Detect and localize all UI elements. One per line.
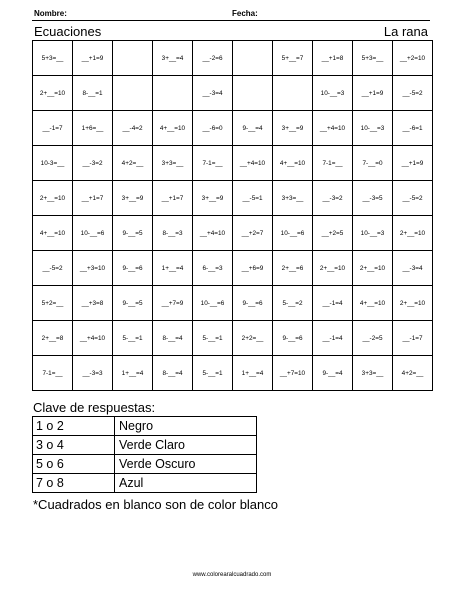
name-date-line bbox=[32, 7, 430, 21]
answer-key-row bbox=[33, 417, 257, 436]
grid-cell[interactable]: 8-__=4 bbox=[153, 356, 193, 391]
grid-cell[interactable]: 4+__=10 bbox=[353, 286, 393, 321]
answer-range: 5 o 6 bbox=[33, 455, 115, 474]
grid-cell[interactable] bbox=[233, 76, 273, 111]
answer-color: Verde Claro bbox=[115, 436, 257, 455]
grid-row bbox=[33, 41, 433, 76]
grid-cell[interactable]: 4+2=__ bbox=[393, 356, 433, 391]
grid-cell[interactable]: 6-__=3 bbox=[193, 251, 233, 286]
grid-cell[interactable]: 1+6=__ bbox=[73, 111, 113, 146]
grid-cell[interactable]: __+1=9 bbox=[353, 76, 393, 111]
grid-cell[interactable]: 5-__=1 bbox=[193, 321, 233, 356]
grid-cell[interactable] bbox=[233, 41, 273, 76]
grid-cell[interactable]: 9-__=5 bbox=[113, 216, 153, 251]
grid-cell[interactable] bbox=[113, 41, 153, 76]
grid-cell[interactable]: __+4=10 bbox=[233, 146, 273, 181]
grid-cell[interactable]: 3+3=__ bbox=[273, 181, 313, 216]
grid-cell[interactable]: __-3=5 bbox=[353, 181, 393, 216]
grid-cell[interactable]: 3+__=9 bbox=[113, 181, 153, 216]
grid-cell[interactable]: 3+__=9 bbox=[193, 181, 233, 216]
grid-cell[interactable]: 5-__=1 bbox=[193, 356, 233, 391]
grid-cell[interactable]: __-5=2 bbox=[393, 181, 433, 216]
grid-row bbox=[33, 146, 433, 181]
grid-cell[interactable]: 4+2=__ bbox=[113, 146, 153, 181]
grid-cell[interactable]: __-5=2 bbox=[393, 76, 433, 111]
picture-title: La rana bbox=[383, 24, 428, 39]
grid-cell[interactable]: 10-__=6 bbox=[193, 286, 233, 321]
grid-cell[interactable]: 10-3=__ bbox=[33, 146, 73, 181]
grid-cell[interactable]: 7-1=__ bbox=[193, 146, 233, 181]
grid-cell[interactable]: 4+__=10 bbox=[33, 216, 73, 251]
grid-cell[interactable]: 2+__=10 bbox=[313, 251, 353, 286]
grid-cell[interactable]: 1+__=4 bbox=[113, 356, 153, 391]
grid-row bbox=[33, 251, 433, 286]
grid-cell[interactable]: 2+__=6 bbox=[273, 251, 313, 286]
answer-key-row bbox=[33, 436, 257, 455]
grid-cell[interactable]: 2+__=10 bbox=[393, 286, 433, 321]
blank-squares-note: *Cuadrados en blanco son de color blanco bbox=[33, 497, 279, 512]
grid-cell[interactable]: __-2=6 bbox=[193, 41, 233, 76]
grid-row bbox=[33, 181, 433, 216]
grid-cell[interactable]: __-6=1 bbox=[393, 111, 433, 146]
grid-cell[interactable]: __+4=10 bbox=[313, 111, 353, 146]
grid-cell[interactable]: __-1=4 bbox=[313, 321, 353, 356]
worksheet-title: Ecuaciones bbox=[34, 24, 102, 39]
grid-cell[interactable] bbox=[153, 76, 193, 111]
grid-cell[interactable]: 5-__=2 bbox=[273, 286, 313, 321]
grid-cell[interactable]: 1+__=4 bbox=[153, 251, 193, 286]
grid-cell[interactable]: 9-__=4 bbox=[313, 356, 353, 391]
grid-cell[interactable]: __-6=0 bbox=[193, 111, 233, 146]
title-row bbox=[32, 24, 430, 40]
grid-cell[interactable]: __+1=9 bbox=[393, 146, 433, 181]
grid-cell[interactable]: 9-__=4 bbox=[233, 111, 273, 146]
answer-color: Negro bbox=[115, 417, 257, 436]
grid-cell[interactable]: 10-__=6 bbox=[73, 216, 113, 251]
answer-key-row bbox=[33, 474, 257, 493]
grid-row bbox=[33, 76, 433, 111]
grid-cell[interactable]: 9-__=6 bbox=[113, 251, 153, 286]
grid-cell[interactable]: 9-__=6 bbox=[273, 321, 313, 356]
grid-cell[interactable]: 10-__=3 bbox=[313, 76, 353, 111]
grid-cell[interactable]: 5+2=__ bbox=[33, 286, 73, 321]
answer-color: Azul bbox=[115, 474, 257, 493]
grid-cell[interactable]: 2+__=10 bbox=[33, 76, 73, 111]
grid-cell[interactable]: 10-__=3 bbox=[353, 111, 393, 146]
grid-cell[interactable]: __-3=3 bbox=[73, 356, 113, 391]
nombre-label: Nombre: bbox=[34, 9, 67, 18]
grid-cell[interactable]: 2+__=10 bbox=[353, 251, 393, 286]
grid-cell[interactable]: 5-__=1 bbox=[113, 321, 153, 356]
answer-key-row bbox=[33, 455, 257, 474]
grid-cell[interactable]: __+2=7 bbox=[233, 216, 273, 251]
grid-row bbox=[33, 216, 433, 251]
grid-cell[interactable]: 2+2=__ bbox=[233, 321, 273, 356]
grid-cell[interactable]: 5+3=__ bbox=[33, 41, 73, 76]
grid-cell[interactable]: __-3=4 bbox=[393, 251, 433, 286]
grid-cell[interactable]: __+6=9 bbox=[233, 251, 273, 286]
grid-cell[interactable]: __-3=2 bbox=[73, 146, 113, 181]
answer-key-table bbox=[32, 416, 257, 493]
grid-cell[interactable]: 10-__=6 bbox=[273, 216, 313, 251]
grid-cell[interactable]: __+7=10 bbox=[273, 356, 313, 391]
grid-cell[interactable]: 1+__=4 bbox=[233, 356, 273, 391]
grid-cell[interactable]: __+2=5 bbox=[313, 216, 353, 251]
grid-cell[interactable]: 4+__=10 bbox=[153, 111, 193, 146]
grid-cell[interactable]: __-3=2 bbox=[313, 181, 353, 216]
grid-row bbox=[33, 286, 433, 321]
grid-cell[interactable]: 8-__=4 bbox=[153, 321, 193, 356]
grid-cell[interactable]: 3+__=9 bbox=[273, 111, 313, 146]
grid-cell[interactable]: __+4=10 bbox=[73, 321, 113, 356]
grid-cell[interactable]: __-4=2 bbox=[113, 111, 153, 146]
grid-cell[interactable]: __-1=7 bbox=[393, 321, 433, 356]
grid-cell[interactable]: 2+__=10 bbox=[393, 216, 433, 251]
grid-cell[interactable]: __+1=7 bbox=[73, 181, 113, 216]
grid-row bbox=[33, 356, 433, 391]
grid-cell[interactable]: 9-__=5 bbox=[113, 286, 153, 321]
grid-cell[interactable]: 2+__=8 bbox=[33, 321, 73, 356]
answer-range: 3 o 4 bbox=[33, 436, 115, 455]
grid-cell[interactable]: 8-__=1 bbox=[73, 76, 113, 111]
grid-cell[interactable]: 3+3=__ bbox=[353, 356, 393, 391]
grid-cell[interactable]: __+2=10 bbox=[393, 41, 433, 76]
grid-cell[interactable] bbox=[273, 76, 313, 111]
grid-cell[interactable]: __-5=1 bbox=[233, 181, 273, 216]
grid-cell[interactable]: __+3=8 bbox=[73, 286, 113, 321]
grid-cell[interactable]: 7-1=__ bbox=[33, 356, 73, 391]
grid-cell[interactable]: __-5=2 bbox=[33, 251, 73, 286]
grid-cell[interactable]: __-3=4 bbox=[193, 76, 233, 111]
grid-cell[interactable]: 4+__=10 bbox=[273, 146, 313, 181]
answer-range: 7 o 8 bbox=[33, 474, 115, 493]
grid-cell[interactable]: __-1=7 bbox=[33, 111, 73, 146]
grid-cell[interactable]: __+1=7 bbox=[153, 181, 193, 216]
grid-cell[interactable]: 5+__=7 bbox=[273, 41, 313, 76]
fecha-label: Fecha: bbox=[232, 9, 258, 18]
grid-cell[interactable]: __-2=5 bbox=[353, 321, 393, 356]
grid-cell[interactable]: __+7=9 bbox=[153, 286, 193, 321]
grid-cell[interactable]: 2+__=10 bbox=[33, 181, 73, 216]
grid-cell[interactable]: 5+3=__ bbox=[353, 41, 393, 76]
equation-grid bbox=[32, 40, 433, 391]
grid-cell[interactable]: __+1=9 bbox=[73, 41, 113, 76]
grid-row bbox=[33, 321, 433, 356]
grid-cell[interactable]: 8-__=3 bbox=[153, 216, 193, 251]
grid-cell[interactable]: __+3=10 bbox=[73, 251, 113, 286]
grid-cell[interactable]: 7-1=__ bbox=[313, 146, 353, 181]
grid-cell[interactable]: __+4=10 bbox=[193, 216, 233, 251]
grid-cell[interactable]: 10-__=3 bbox=[353, 216, 393, 251]
website-footer: www.colorearalcuadrado.com bbox=[192, 572, 272, 578]
grid-cell[interactable]: 9-__=6 bbox=[233, 286, 273, 321]
grid-cell[interactable]: 3+3=__ bbox=[153, 146, 193, 181]
grid-cell[interactable]: __+1=8 bbox=[313, 41, 353, 76]
grid-cell[interactable]: 3+__=4 bbox=[153, 41, 193, 76]
grid-row bbox=[33, 111, 433, 146]
answer-range: 1 o 2 bbox=[33, 417, 115, 436]
grid-cell[interactable]: 7-__=0 bbox=[353, 146, 393, 181]
answer-key-title: Clave de respuestas: bbox=[33, 400, 156, 415]
grid-cell[interactable]: __-1=4 bbox=[313, 286, 353, 321]
answer-color: Verde Oscuro bbox=[115, 455, 257, 474]
grid-cell[interactable] bbox=[113, 76, 153, 111]
